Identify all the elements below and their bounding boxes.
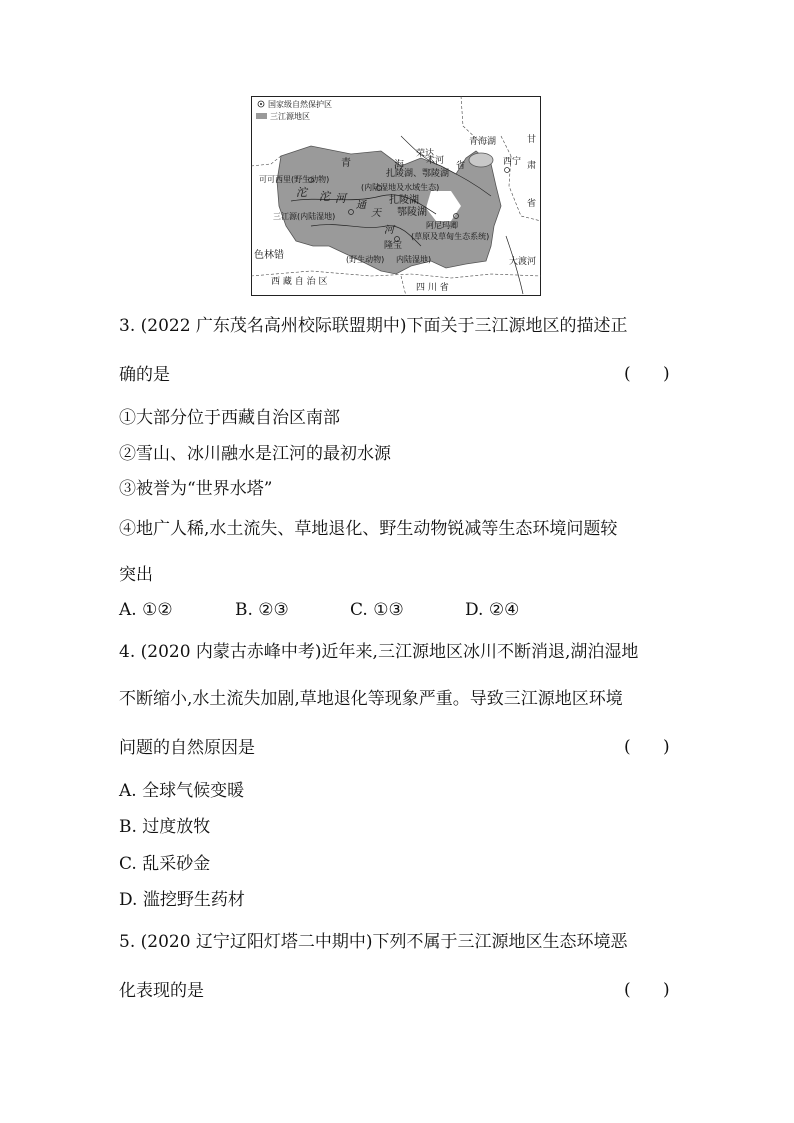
q4-option-a[interactable]: A. 全球气候变暖 bbox=[119, 781, 245, 801]
map-label: 天 bbox=[371, 208, 381, 219]
map-label: 河 bbox=[335, 192, 346, 205]
map-label: 河 bbox=[384, 225, 394, 236]
map-label: 肃 bbox=[527, 161, 537, 171]
map-label: (野生动物) bbox=[346, 255, 385, 264]
legend-region: 三江源地区 bbox=[270, 112, 310, 121]
q5-answer-paren[interactable]: ( ) bbox=[624, 980, 670, 1000]
map-label: 通 bbox=[356, 200, 366, 211]
map-label: 甘 bbox=[527, 135, 537, 145]
q3-answer-paren[interactable]: ( ) bbox=[624, 364, 670, 384]
q3-option-b[interactable]: B. ②③ bbox=[235, 600, 289, 620]
map-label: 海 bbox=[394, 160, 404, 171]
map-label: 阿尼玛卿 bbox=[426, 221, 458, 230]
q3-item1: ①大部分位于西藏自治区南部 bbox=[119, 408, 340, 428]
map-label: 可可西里(野生动物) bbox=[259, 175, 330, 184]
map-label: 四 川 省 bbox=[416, 283, 449, 293]
q4-stem-line3: 问题的自然原因是 bbox=[119, 738, 255, 758]
map-label: 扎陵湖、鄂陵湖 bbox=[386, 169, 450, 179]
map-label: 荣达 bbox=[416, 149, 435, 159]
map-label: 沱 bbox=[319, 190, 330, 203]
sanjiangyuan-map bbox=[251, 96, 541, 296]
map-label: 内陆湿地) bbox=[396, 255, 432, 264]
q3-item4-line1: ④地广人稀,水土流失、草地退化、野生动物锐减等生态环境问题较 bbox=[119, 519, 618, 539]
map-label: 色林错 bbox=[254, 250, 284, 261]
q3-option-a[interactable]: A. ①② bbox=[119, 600, 173, 620]
q4-option-b[interactable]: B. 过度放牧 bbox=[119, 817, 211, 837]
map-label: 扎陵湖 bbox=[389, 195, 419, 206]
map-label: 省 bbox=[527, 199, 537, 209]
map-label: 省 bbox=[456, 161, 466, 171]
q4-answer-paren[interactable]: ( ) bbox=[624, 737, 670, 757]
q3-stem-line1: 3. (2022 广东茂名高州校际联盟期中)下面关于三江源地区的描述正 bbox=[119, 316, 628, 336]
legend-reserve: 国家级自然保护区 bbox=[268, 100, 332, 109]
q3-option-d[interactable]: D. ②④ bbox=[465, 600, 520, 620]
q3-item3: ③被誉为“世界水塔” bbox=[119, 479, 273, 499]
map-label: 青 bbox=[341, 158, 351, 169]
q5-stem-line1: 5. (2020 辽宁辽阳灯塔二中期中)下列不属于三江源地区生态环境恶 bbox=[119, 932, 628, 952]
map-label: 西宁 bbox=[503, 157, 522, 167]
map-label: 西 藏 自 治 区 bbox=[271, 277, 328, 287]
map-label: 鄂陵湖 bbox=[397, 207, 427, 218]
q4-option-c[interactable]: C. 乱采砂金 bbox=[119, 854, 211, 874]
q3-item4-line2: 突出 bbox=[119, 565, 153, 585]
q5-stem-line2: 化表现的是 bbox=[119, 981, 204, 1001]
map-label: 沱 bbox=[296, 186, 307, 199]
map-label: 隆宝 bbox=[384, 241, 403, 251]
map-label: 大渡河 bbox=[509, 257, 537, 267]
q4-option-d[interactable]: D. 滥挖野生药材 bbox=[119, 890, 245, 910]
qinghai-lake bbox=[469, 153, 493, 167]
q4-stem-line2: 不断缩小,水土流失加剧,草地退化等现象严重。导致三江源地区环境 bbox=[119, 689, 623, 709]
map-label: 青海湖 bbox=[469, 137, 497, 147]
q3-stem-line2: 确的是 bbox=[119, 365, 170, 385]
map-label: 木河 bbox=[426, 156, 445, 166]
q3-option-c[interactable]: C. ①③ bbox=[350, 600, 404, 620]
map-label: (内陆湿地及水域生态) bbox=[361, 183, 440, 192]
map-label: (草原及草甸生态系统) bbox=[411, 232, 490, 241]
q3-item2: ②雪山、冰川融水是江河的最初水源 bbox=[119, 444, 391, 464]
map-label: 三江源(内陆湿地) bbox=[273, 212, 336, 221]
q4-stem-line1: 4. (2020 内蒙古赤峰中考)近年来,三江源地区冰川不断消退,湖泊湿地 bbox=[119, 642, 639, 662]
